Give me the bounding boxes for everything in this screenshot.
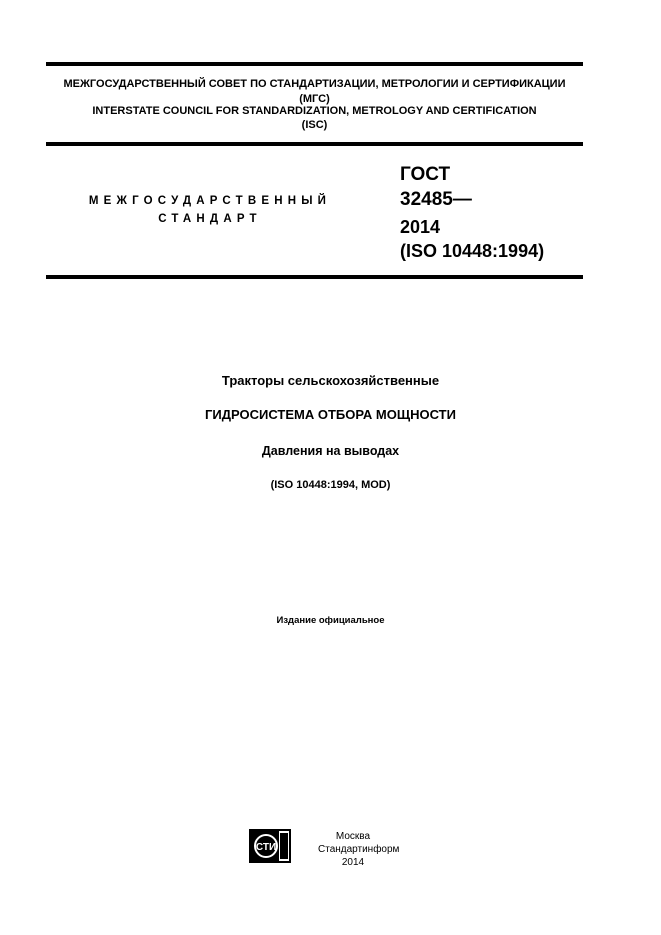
publisher-year: 2014 <box>341 857 365 868</box>
block-rule <box>46 275 583 279</box>
gost-iso-ref: (ISO 10448:1994) <box>400 241 545 261</box>
publisher-city: Москва <box>335 831 371 842</box>
svg-text:СТИ: СТИ <box>255 842 277 853</box>
gost-number: 32485— <box>400 189 472 210</box>
title-subtitle: Давления на выводах <box>261 444 400 458</box>
council-abbr-ru: (МГС) <box>299 93 330 105</box>
title-main: ГИДРОСИСТЕМА ОТБОРА МОЩНОСТИ <box>205 407 456 422</box>
edition-note: Издание официальное <box>276 615 385 626</box>
publisher-info <box>318 830 400 869</box>
standard-type-line1: МЕЖГОСУДАРСТВЕННЫЙ <box>88 195 332 207</box>
gost-year: 2014 <box>400 217 441 237</box>
council-abbr-en: (ISC) <box>301 119 328 131</box>
top-rule <box>46 62 583 66</box>
gost-label: ГОСТ <box>400 164 451 185</box>
council-name-ru: МЕЖГОСУДАРСТВЕННЫЙ СОВЕТ ПО СТАНДАРТИЗАЦИИ, МЕТРОЛОГИИ И СЕРТИФИКАЦИИ <box>63 78 566 90</box>
title-iso-ref: (ISO 10448:1994, MOD) <box>270 479 391 491</box>
header-rule <box>46 142 583 146</box>
council-name-en: INTERSTATE COUNCIL FOR STANDARDIZATION, METROLOGY AND CERTIFICATION <box>92 105 537 117</box>
standard-type-line2: СТАНДАРТ <box>158 213 262 225</box>
title-subject: Тракторы сельскохозяйственные <box>221 373 440 388</box>
publisher-name: Стандартинформ <box>318 844 400 855</box>
standartinform-logo <box>249 829 291 863</box>
